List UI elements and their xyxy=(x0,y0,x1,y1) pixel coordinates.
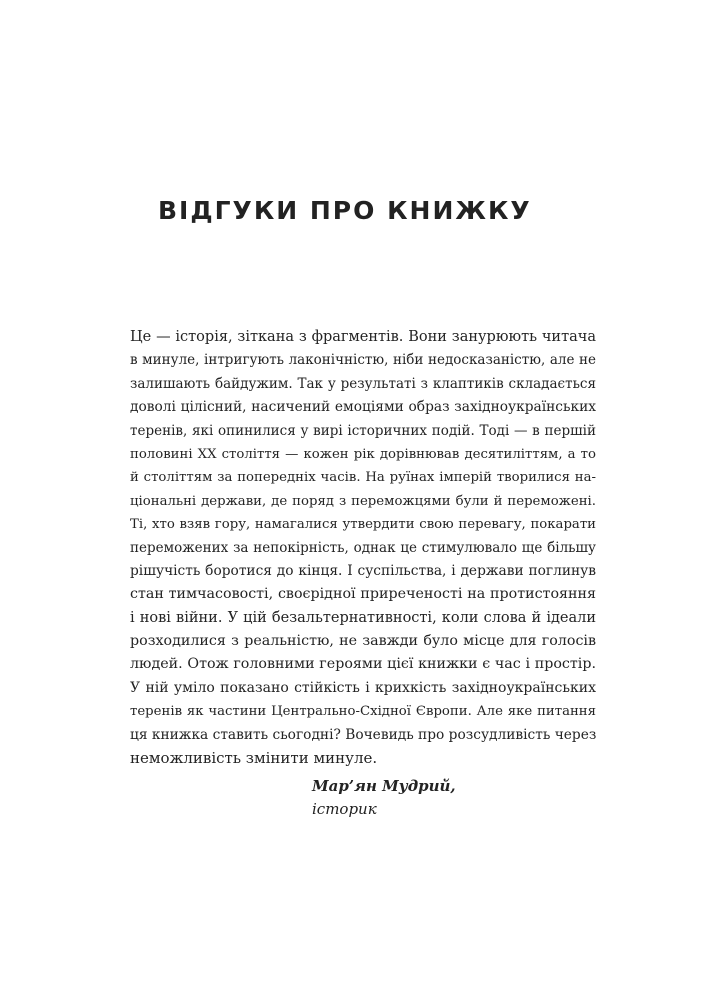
review-line: теренів, які опинилися у вирі історичних подій. Тоді — в першій xyxy=(130,422,596,439)
review-line: в минуле, інтригують лаконічністю, ніби недосказаністю, але не xyxy=(130,352,596,369)
review-text xyxy=(130,326,596,770)
review-line: залишають байдужим. Так у результаті з клаптиків складається xyxy=(130,375,596,392)
review-line: і нові війни. У цій безальтернативності, коли слова й ідеали xyxy=(130,609,596,626)
review-line: рішучість боротися до кінця. І суспільства, і держави поглинув xyxy=(130,562,596,579)
review-line: неможливість змінити минуле. xyxy=(130,749,378,768)
review-line: Ті, хто взяв гору, намагалися утвердити свою перевагу, покарати xyxy=(130,517,596,533)
review-line: У ній уміло показано стійкість і крихкість західноукраїнських xyxy=(130,679,596,696)
review-line: ціональні держави, де поряд з переможцями були й переможені. xyxy=(130,493,596,509)
review-line: розходилися з реальністю, не завжди було місце для голосів xyxy=(130,633,596,650)
review-line: теренів як частини Центрально-Східної Європи. Але яке питання xyxy=(130,704,596,720)
review-line: Це — історія, зіткана з фрагментів. Вони занурюють читача xyxy=(130,329,596,345)
review-line: й століттям за попередніх часів. На руїнах імперій творилися на- xyxy=(130,470,596,486)
author-name: Мар’ян Мудрий, xyxy=(312,777,456,795)
review-line: доволі цілісний, насичений емоціями образ західноукраїнських xyxy=(130,399,596,416)
review-line: переможених за непокірність, однак це стимулювало ще більшу xyxy=(130,539,596,556)
author-role: історик xyxy=(312,800,377,818)
review-line: ця книжка ставить сьогодні? Вочевидь про розсудливість через xyxy=(130,726,597,743)
review-line: стан тимчасовості, своєрідної приреченості на протистояння xyxy=(130,586,596,603)
page-title: ВІДГУКИ ПРО КНИЖКУ xyxy=(158,196,532,225)
review-line: людей. Отож головними героями цієї книжки є час і простір. xyxy=(130,656,596,673)
review-line: половині XX століття — кожен рік дорівнював десятиліттям, а то xyxy=(130,446,596,462)
